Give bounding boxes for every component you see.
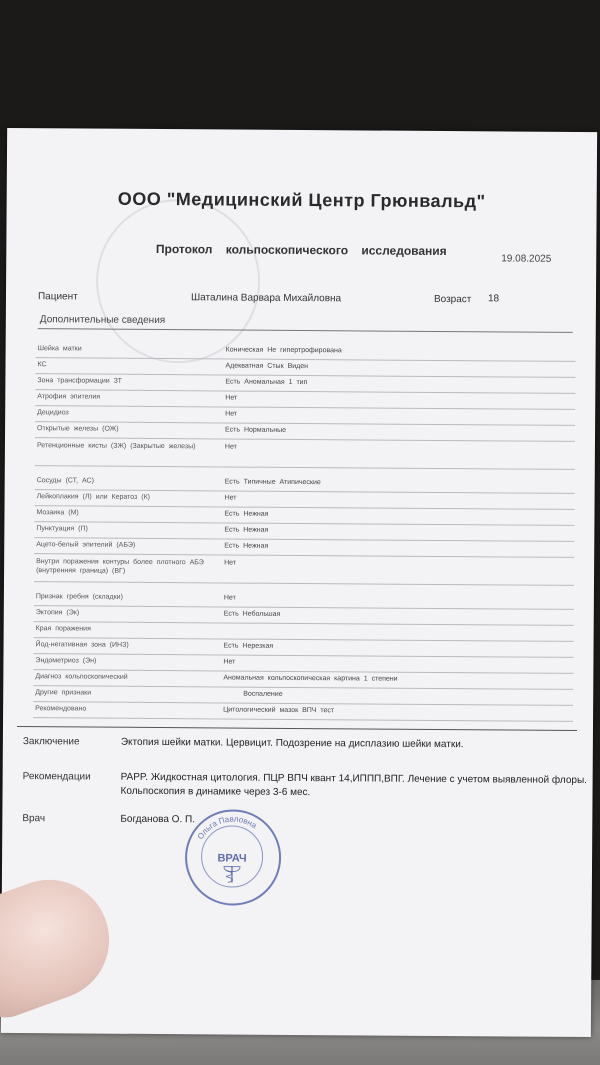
organization-title: ООО "Медицинский Центр Грюнвальд" (117, 188, 486, 212)
stamp-text: ВРАЧ (217, 852, 247, 865)
recommendations-text: PAPP. Жидкостная цитология. ПЦР ВПЧ квант 14,ИППП,ВПГ. Лечение с учетом выявленной флоры. Кольпоскопия в динамике через 3-6 мес. (120, 771, 587, 799)
row-value: Есть Нерезкая (223, 642, 274, 650)
row-value: Есть Аномальная 1 тип (225, 378, 308, 387)
row-value: Есть Нежная (224, 510, 269, 518)
row-value: Есть Небольшая (223, 610, 281, 618)
row-value: Цитологический мазок ВПЧ тест (223, 706, 335, 715)
row-label: Открытые железы (ОЖ) (37, 425, 119, 433)
row-value: Аномальная кольпоскопическая картина 1 степени (223, 674, 398, 683)
watermark-circle (96, 199, 261, 364)
row-value: Есть Типичные Атипические (224, 478, 321, 487)
patient-label: Пациент (37, 291, 78, 303)
stamp-inner-circle (201, 825, 263, 887)
row-value: Воспаление (243, 690, 283, 698)
conclusion-text: Эктопия шейки матки. Цервицит. Подозрение на дисплазию шейки матки. (120, 736, 464, 751)
row-label: Децидиоз (37, 409, 69, 417)
age-label: Возраст (433, 293, 472, 306)
age-value: 18 (487, 293, 500, 305)
table-row (35, 438, 575, 470)
row-label: Пунктуация (П) (36, 525, 88, 533)
row-label: Сосуды (СТ, АС) (36, 477, 94, 485)
row-label: Ретенционные кисты (ЗЖ) (Закрытые железы) (36, 442, 196, 451)
extra-info-label: Дополнительные сведения (39, 314, 166, 327)
table-row (33, 702, 573, 722)
row-value: Нет (223, 594, 236, 602)
conclusion-label: Заключение (22, 736, 80, 748)
doctor-name: Богданова О. П. (120, 813, 196, 826)
row-label: КС (37, 361, 47, 369)
row-label: Другие признаки (35, 689, 92, 697)
protocol-title: Протокол кольпоскопического исследования (155, 241, 447, 259)
row-label: Диагноз кольпоскопический (35, 673, 128, 681)
doctor-stamp (185, 809, 282, 906)
doctor-label: Врач (22, 813, 46, 825)
row-label: Эндометриоз (Эн) (35, 657, 97, 665)
row-value: Нет (224, 443, 237, 451)
row-value: Коническая Не гипертрофирована (225, 346, 342, 355)
row-label: Признак гребня (складки) (35, 593, 123, 601)
row-label: Ацето-белый эпителий (АБЭ) (36, 541, 136, 549)
row-value: Нет (225, 394, 238, 402)
row-value: Нет (223, 658, 236, 666)
row-value: Нет (224, 494, 237, 502)
row-value: Есть Нежная (224, 526, 269, 534)
table-row (34, 554, 574, 586)
row-label: Рекомендовано (35, 705, 87, 713)
row-value: Адекватная Стык Виден (225, 362, 309, 371)
patient-name: Шаталина Варвара Михайловна (190, 292, 342, 305)
row-value: Нет (224, 559, 237, 567)
row-value (224, 625, 569, 627)
stamp-ring-text: Ольга Павловна (195, 814, 259, 842)
row-label: Атрофия эпителия (37, 393, 101, 401)
row-label: Шейка матки (37, 345, 82, 353)
row-label: Лейкоплакия (Л) или Кератоз (К) (36, 493, 151, 501)
row-label: Внутри поражения контуры более плотного АБЭ (внутренняя граница) (ВГ) (36, 558, 204, 575)
report-date: 19.08.2025 (501, 253, 552, 265)
row-label: Мозаика (М) (36, 509, 79, 517)
row-label: Йод-негативная зона (ИНЗ) (35, 641, 129, 649)
row-value: Есть Нормальные (225, 426, 287, 434)
row-value: Нет (225, 410, 238, 418)
findings-table (33, 342, 576, 722)
recommendations-label: Рекомендации (22, 771, 91, 783)
row-label: Края поражения (35, 625, 91, 633)
divider (17, 726, 577, 731)
row-value: Есть Нежная (224, 542, 269, 550)
row-label: Зона трансформации ЗТ (37, 377, 122, 385)
caduceus-icon (202, 826, 262, 886)
row-label: Эктопия (Эк) (35, 609, 80, 617)
